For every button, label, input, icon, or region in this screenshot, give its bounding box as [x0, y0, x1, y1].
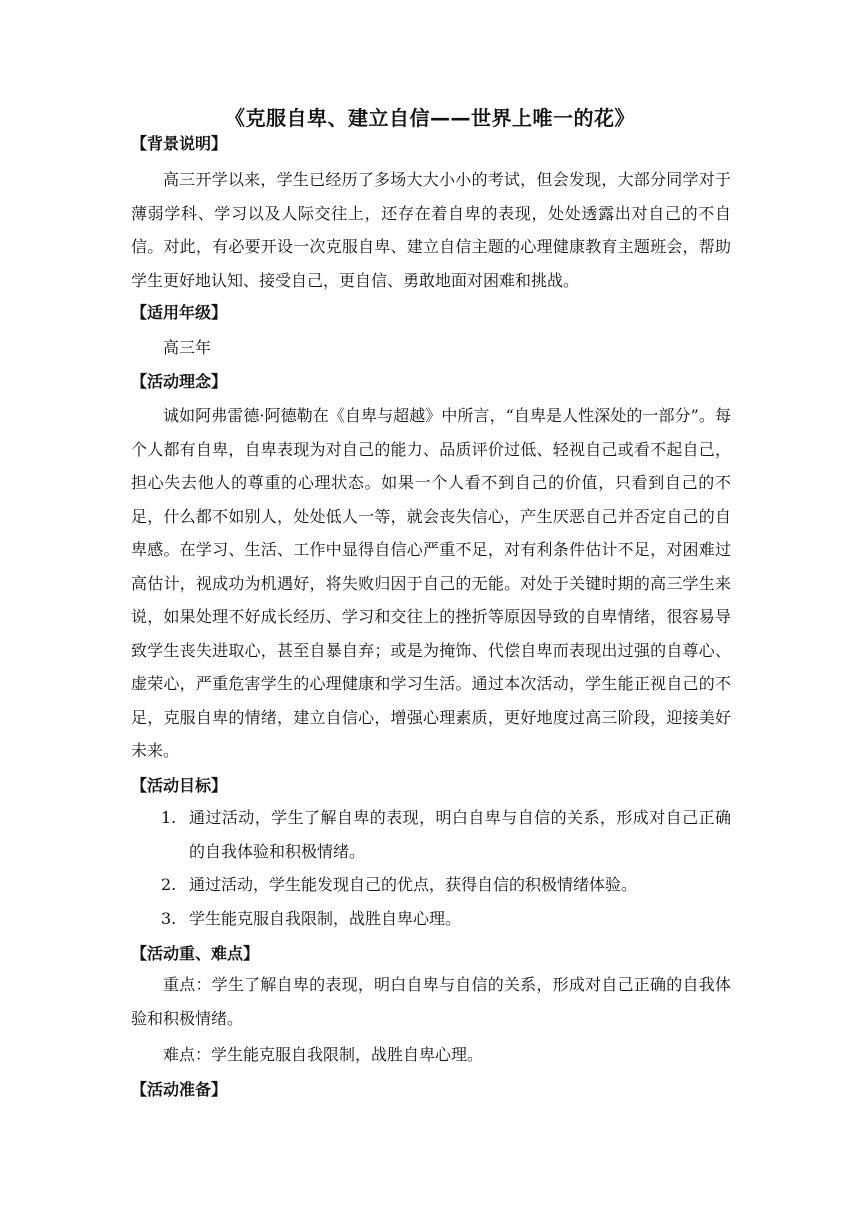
grade-text: 高三年 [163, 338, 212, 357]
paragraph-difficult-point: 难点：学生能克服自我限制，战胜自卑心理。 [163, 1045, 484, 1064]
heading-goals: 【活动目标】 [131, 776, 228, 795]
document-title: 《克服自卑、建立自信——世界上唯一的花》 [225, 106, 635, 130]
list-item [131, 902, 731, 936]
list-item-number: 1. [161, 808, 177, 827]
paragraph-background: 高三开学以来，学生已经历了多场大大小小的考试，但会发现，大部分同学对于薄弱学科、学习以及人际交往上，还存在着自卑的表现，处处透露出对自己的不自信。对此，有必要开设一次克服自卑、建立自信主题的心理健康教育主题班会，帮助学生更好地认知、接受自己，更自信、勇敢地面对困难和挑战。 [131, 170, 731, 290]
heading-key-points: 【活动重、难点】 [131, 944, 260, 963]
list-item-text: 通过活动，学生能发现自己的优点，获得自信的积极情绪体验。 [189, 875, 638, 894]
heading-concept: 【活动理念】 [131, 372, 228, 391]
list-item [131, 801, 731, 868]
list-item-number: 3. [161, 908, 177, 928]
goals-list [131, 801, 731, 935]
paragraph-concept: 诚如阿弗雷德·阿德勒在《自卑与超越》中所言，“自卑是人性深处的一部分”。每个人都有自卑，自卑表现为对自己的能力、品质评价过低、轻视自己或看不起自己，担心失去他人的尊重的心理状态。如果一个人看不到自己的价值，只看到自己的不足，什么都不如别人，处处低人一等，就会丧失信心，产生厌恶自己并否定自己的自卑感。在学习、生活、工作中显得自信心严重不足，对有利条件估计不足，对困难过高估计，视成功为机遇好，将失败归因于自己的无能。对处于关键时期的高三学生来说，如果处理不好成长经历、学习和交往上的挫折等原因导致的自卑情绪，很容易导致学生丧失进取心，甚至自暴自弃；或是为掩饰、代偿自卑而表现出过强的自尊心、虚荣心，严重危害学生的心理健康和学习生活。通过本次活动，学生能正视自己的不足，克服自卑的情绪，建立自信心，增强心理素质，更好地度过高三阶段，迎接美好未来。 [131, 406, 731, 760]
heading-grade: 【适用年级】 [131, 303, 228, 322]
list-item-text: 通过活动，学生了解自卑的表现，明白自卑与自信的关系，形成对自己正确的自我体验和积极情绪。 [189, 808, 731, 861]
list-item-text: 学生能克服自我限制，战胜自卑心理。 [189, 908, 462, 928]
list-item [131, 868, 731, 902]
heading-preparation: 【活动准备】 [131, 1080, 228, 1099]
paragraph-key-point: 重点：学生了解自卑的表现，明白自卑与自信的关系，形成对自己正确的自我体验和积极情绪。 [131, 975, 731, 1028]
heading-background: 【背景说明】 [131, 134, 228, 153]
list-item-number: 2. [161, 875, 177, 894]
